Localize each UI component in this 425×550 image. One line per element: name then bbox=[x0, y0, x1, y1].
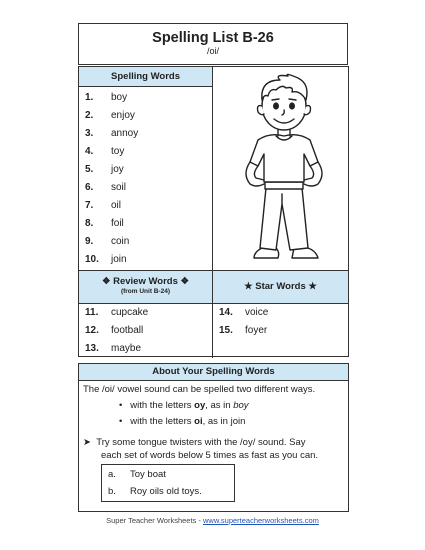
page-subtitle: /oi/ bbox=[206, 46, 219, 56]
about-header: About Your Spelling Words bbox=[79, 364, 348, 381]
arrow-icon: ➤ bbox=[83, 437, 97, 448]
bullet-text: with the letters bbox=[130, 416, 195, 427]
item-number: 6. bbox=[85, 182, 94, 193]
item-word: boy bbox=[111, 92, 128, 103]
item-number: 1. bbox=[85, 92, 94, 103]
item-word: foyer bbox=[245, 325, 268, 336]
about-section bbox=[78, 363, 349, 512]
word-table bbox=[78, 66, 349, 357]
item-word: coin bbox=[111, 236, 130, 247]
item-word: oil bbox=[111, 200, 122, 211]
footer-prefix: Super Teacher Worksheets - bbox=[106, 516, 203, 525]
footer bbox=[0, 516, 425, 525]
item-number: 15. bbox=[219, 325, 233, 336]
item-word: toy bbox=[111, 146, 125, 157]
instruction-line: each set of words below 5 times as fast as you can. bbox=[101, 450, 319, 461]
tongue-twister-box bbox=[101, 464, 235, 502]
item-word: joy bbox=[111, 164, 124, 175]
item-number: 11. bbox=[85, 307, 99, 318]
star-words-header: ★ Star Words ★ bbox=[213, 271, 348, 303]
item-number: 8. bbox=[85, 218, 94, 229]
item-number: 2. bbox=[85, 110, 94, 121]
bullet-text: , as in bbox=[205, 400, 234, 411]
spelling-words-header: Spelling Words bbox=[79, 67, 213, 87]
item-text: Toy boat bbox=[130, 469, 166, 480]
tongue-twister-instructions bbox=[83, 437, 306, 448]
item-text: Roy oils old toys. bbox=[130, 486, 202, 497]
bullet-icon: • bbox=[119, 416, 131, 427]
instruction-line: Try some tongue twisters with the /oy/ sound. Say bbox=[96, 437, 306, 448]
section-header-row bbox=[79, 270, 348, 304]
item-number: 9. bbox=[85, 236, 94, 247]
item-word: foil bbox=[111, 218, 124, 229]
item-number: 13. bbox=[85, 343, 99, 354]
item-word: join bbox=[111, 254, 127, 265]
item-number: 5. bbox=[85, 164, 94, 175]
review-words-title: ❖ Review Words ❖ bbox=[101, 276, 190, 287]
item-number: 10. bbox=[85, 254, 99, 265]
bullet-example: boy bbox=[233, 400, 249, 411]
star-words-list bbox=[213, 304, 348, 358]
item-number: 3. bbox=[85, 128, 94, 139]
review-words-source: (from Unit B-24) bbox=[120, 288, 171, 295]
item-word: maybe bbox=[111, 343, 142, 354]
item-word: enjoy bbox=[111, 110, 135, 121]
item-letter: b. bbox=[108, 486, 116, 497]
boy-illustration bbox=[224, 70, 344, 266]
item-word: football bbox=[111, 325, 144, 336]
item-number: 14. bbox=[219, 307, 233, 318]
list-item bbox=[108, 469, 166, 480]
bullet-icon: • bbox=[119, 400, 131, 411]
item-number: 4. bbox=[85, 146, 94, 157]
bullet-text: , as in join bbox=[202, 416, 246, 427]
review-words-list bbox=[79, 304, 213, 358]
footer-link[interactable]: www.superteacherworksheets.com bbox=[202, 516, 319, 525]
bullet-letters: oy bbox=[194, 400, 206, 411]
bullet-text: with the letters bbox=[130, 400, 195, 411]
about-intro: The /oi/ vowel sound can be spelled two different ways. bbox=[83, 384, 316, 395]
item-number: 12. bbox=[85, 325, 99, 336]
item-letter: a. bbox=[108, 469, 116, 480]
bullet-letters: oi bbox=[194, 416, 203, 427]
title-box bbox=[78, 23, 348, 65]
item-number: 7. bbox=[85, 200, 94, 211]
review-words-header bbox=[79, 271, 213, 303]
item-word: soil bbox=[111, 182, 127, 193]
page-title: Spelling List B-26 bbox=[152, 30, 274, 46]
bullet-oi bbox=[119, 416, 245, 427]
item-word: voice bbox=[245, 307, 269, 318]
bullet-oy bbox=[119, 400, 249, 411]
item-word: annoy bbox=[111, 128, 139, 139]
list-item bbox=[108, 486, 202, 497]
item-word: cupcake bbox=[111, 307, 149, 318]
